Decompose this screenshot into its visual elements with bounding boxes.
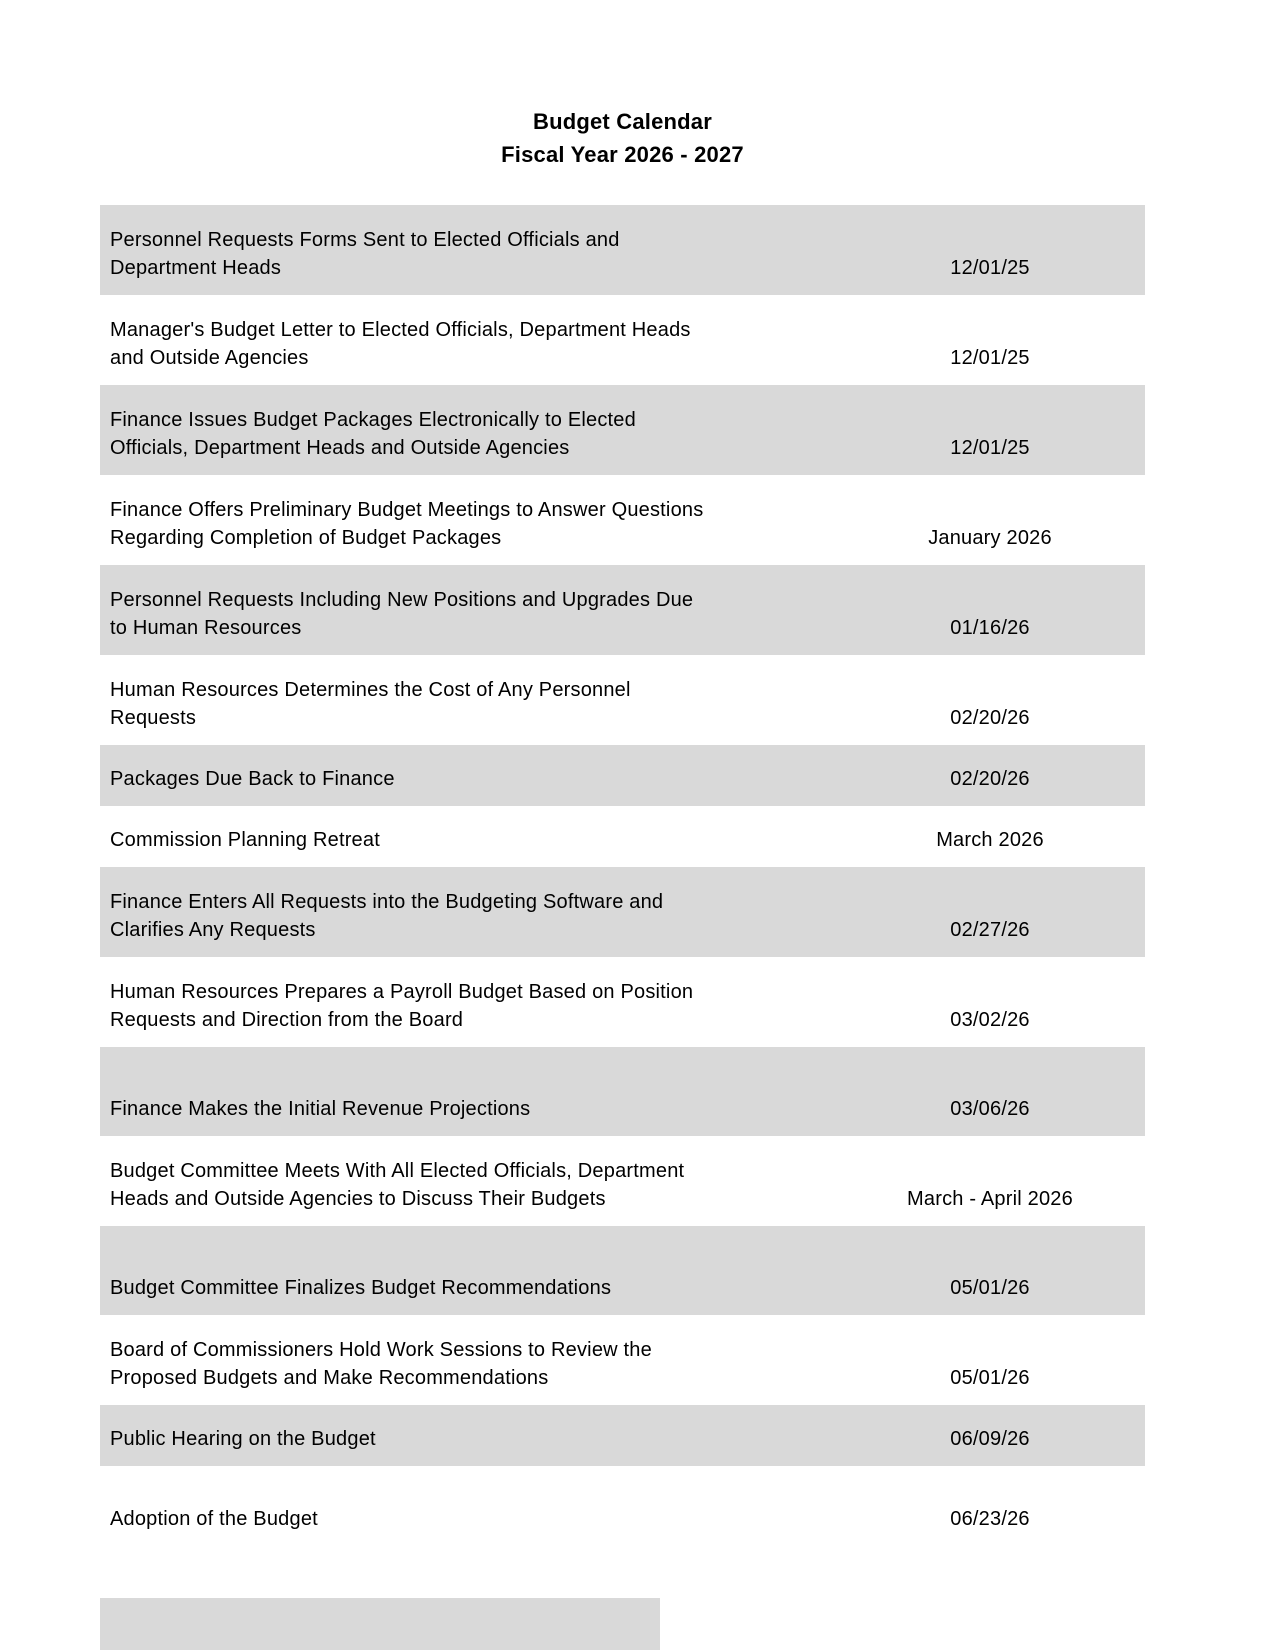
task-description-line: Budget Committee Finalizes Budget Recommendations [110, 1277, 612, 1299]
budget-table [100, 205, 1145, 1546]
task-description-line: Clarifies Any Requests [110, 919, 316, 941]
task-description [100, 586, 835, 655]
task-date: January 2026 [928, 527, 1052, 549]
task-description [100, 826, 835, 867]
task-description-line: Personnel Requests Including New Positions and Upgrades Due [110, 589, 694, 611]
table-row [100, 806, 1145, 867]
task-description [100, 496, 835, 565]
task-description-line: Human Resources Determines the Cost of Any Personnel [110, 679, 631, 701]
task-description-line: and Outside Agencies [110, 347, 309, 369]
table-row [100, 1047, 1145, 1136]
task-description-line: Requests [110, 707, 197, 729]
task-date: 12/01/25 [950, 347, 1030, 369]
task-description [100, 978, 835, 1047]
task-description-line: Heads and Outside Agencies to Discuss Their Budgets [110, 1188, 606, 1210]
task-date: 12/01/25 [950, 437, 1030, 459]
task-date: 03/02/26 [950, 1009, 1030, 1031]
task-description [100, 765, 835, 806]
task-description-line: Finance Offers Preliminary Budget Meetings to Answer Questions [110, 499, 704, 521]
task-description-line: Regarding Completion of Budget Packages [110, 527, 502, 549]
task-description-line: to Human Resources [110, 617, 302, 639]
task-date: March - April 2026 [907, 1188, 1073, 1210]
task-date: 03/06/26 [950, 1098, 1030, 1120]
task-date: 05/01/26 [950, 1367, 1030, 1389]
task-description [100, 1505, 835, 1546]
task-description [100, 226, 835, 295]
table-row [100, 745, 1145, 806]
table-row [100, 295, 1145, 385]
task-description-line: Finance Issues Budget Packages Electronically to Elected [110, 409, 636, 431]
task-description [100, 406, 835, 475]
task-date: 06/09/26 [950, 1428, 1030, 1450]
task-date: 02/27/26 [950, 919, 1030, 941]
task-description [100, 1274, 835, 1315]
task-description-line: Officials, Department Heads and Outside Agencies [110, 437, 570, 459]
task-description-line: Finance Makes the Initial Revenue Projections [110, 1098, 531, 1120]
task-description-line: Budget Committee Meets With All Elected Officials, Department [110, 1160, 685, 1182]
task-description [100, 1157, 835, 1226]
task-date: 02/20/26 [950, 768, 1030, 790]
table-row [100, 1136, 1145, 1226]
title-line-1: Budget Calendar [532, 109, 713, 134]
task-date: 02/20/26 [950, 707, 1030, 729]
table-row [100, 385, 1145, 475]
task-description-line: Department Heads [110, 257, 282, 279]
task-description-line: Board of Commissioners Hold Work Sessions to Review the [110, 1339, 652, 1361]
task-date: 12/01/25 [950, 257, 1030, 279]
table-row [100, 205, 1145, 295]
table-row [100, 1226, 1145, 1315]
task-date: 05/01/26 [950, 1277, 1030, 1299]
task-description-line: Finance Enters All Requests into the Budgeting Software and [110, 891, 664, 913]
task-date: 06/23/26 [950, 1508, 1030, 1530]
task-description-line: Manager's Budget Letter to Elected Officials, Department Heads [110, 319, 691, 341]
task-description [100, 1095, 835, 1136]
task-description-line: Public Hearing on the Budget [110, 1428, 376, 1450]
task-description [100, 676, 835, 745]
task-description-line: Personnel Requests Forms Sent to Elected Officials and [110, 229, 620, 251]
task-description [100, 1336, 835, 1405]
task-date: 01/16/26 [950, 617, 1030, 639]
task-description-line: Adoption of the Budget [110, 1508, 318, 1530]
document-title [100, 105, 1145, 171]
table-row [100, 1466, 1145, 1546]
task-description-line: Human Resources Prepares a Payroll Budget Based on Position [110, 981, 694, 1003]
task-description-line: Packages Due Back to Finance [110, 768, 395, 790]
task-description [100, 316, 835, 385]
table-row [100, 1315, 1145, 1405]
task-description-line: Commission Planning Retreat [110, 829, 380, 851]
task-description-line: Proposed Budgets and Make Recommendations [110, 1367, 549, 1389]
table-row [100, 1405, 1145, 1466]
task-description-line: Requests and Direction from the Board [110, 1009, 464, 1031]
table-row [100, 565, 1145, 655]
table-row [100, 655, 1145, 745]
task-description [100, 888, 835, 957]
task-description [100, 1425, 835, 1466]
table-row [100, 867, 1145, 957]
task-date: March 2026 [936, 829, 1044, 851]
table-row [100, 475, 1145, 565]
title-line-2: Fiscal Year 2026 - 2027 [501, 142, 744, 167]
table-row [100, 957, 1145, 1047]
partial-row-bar [100, 1598, 660, 1650]
